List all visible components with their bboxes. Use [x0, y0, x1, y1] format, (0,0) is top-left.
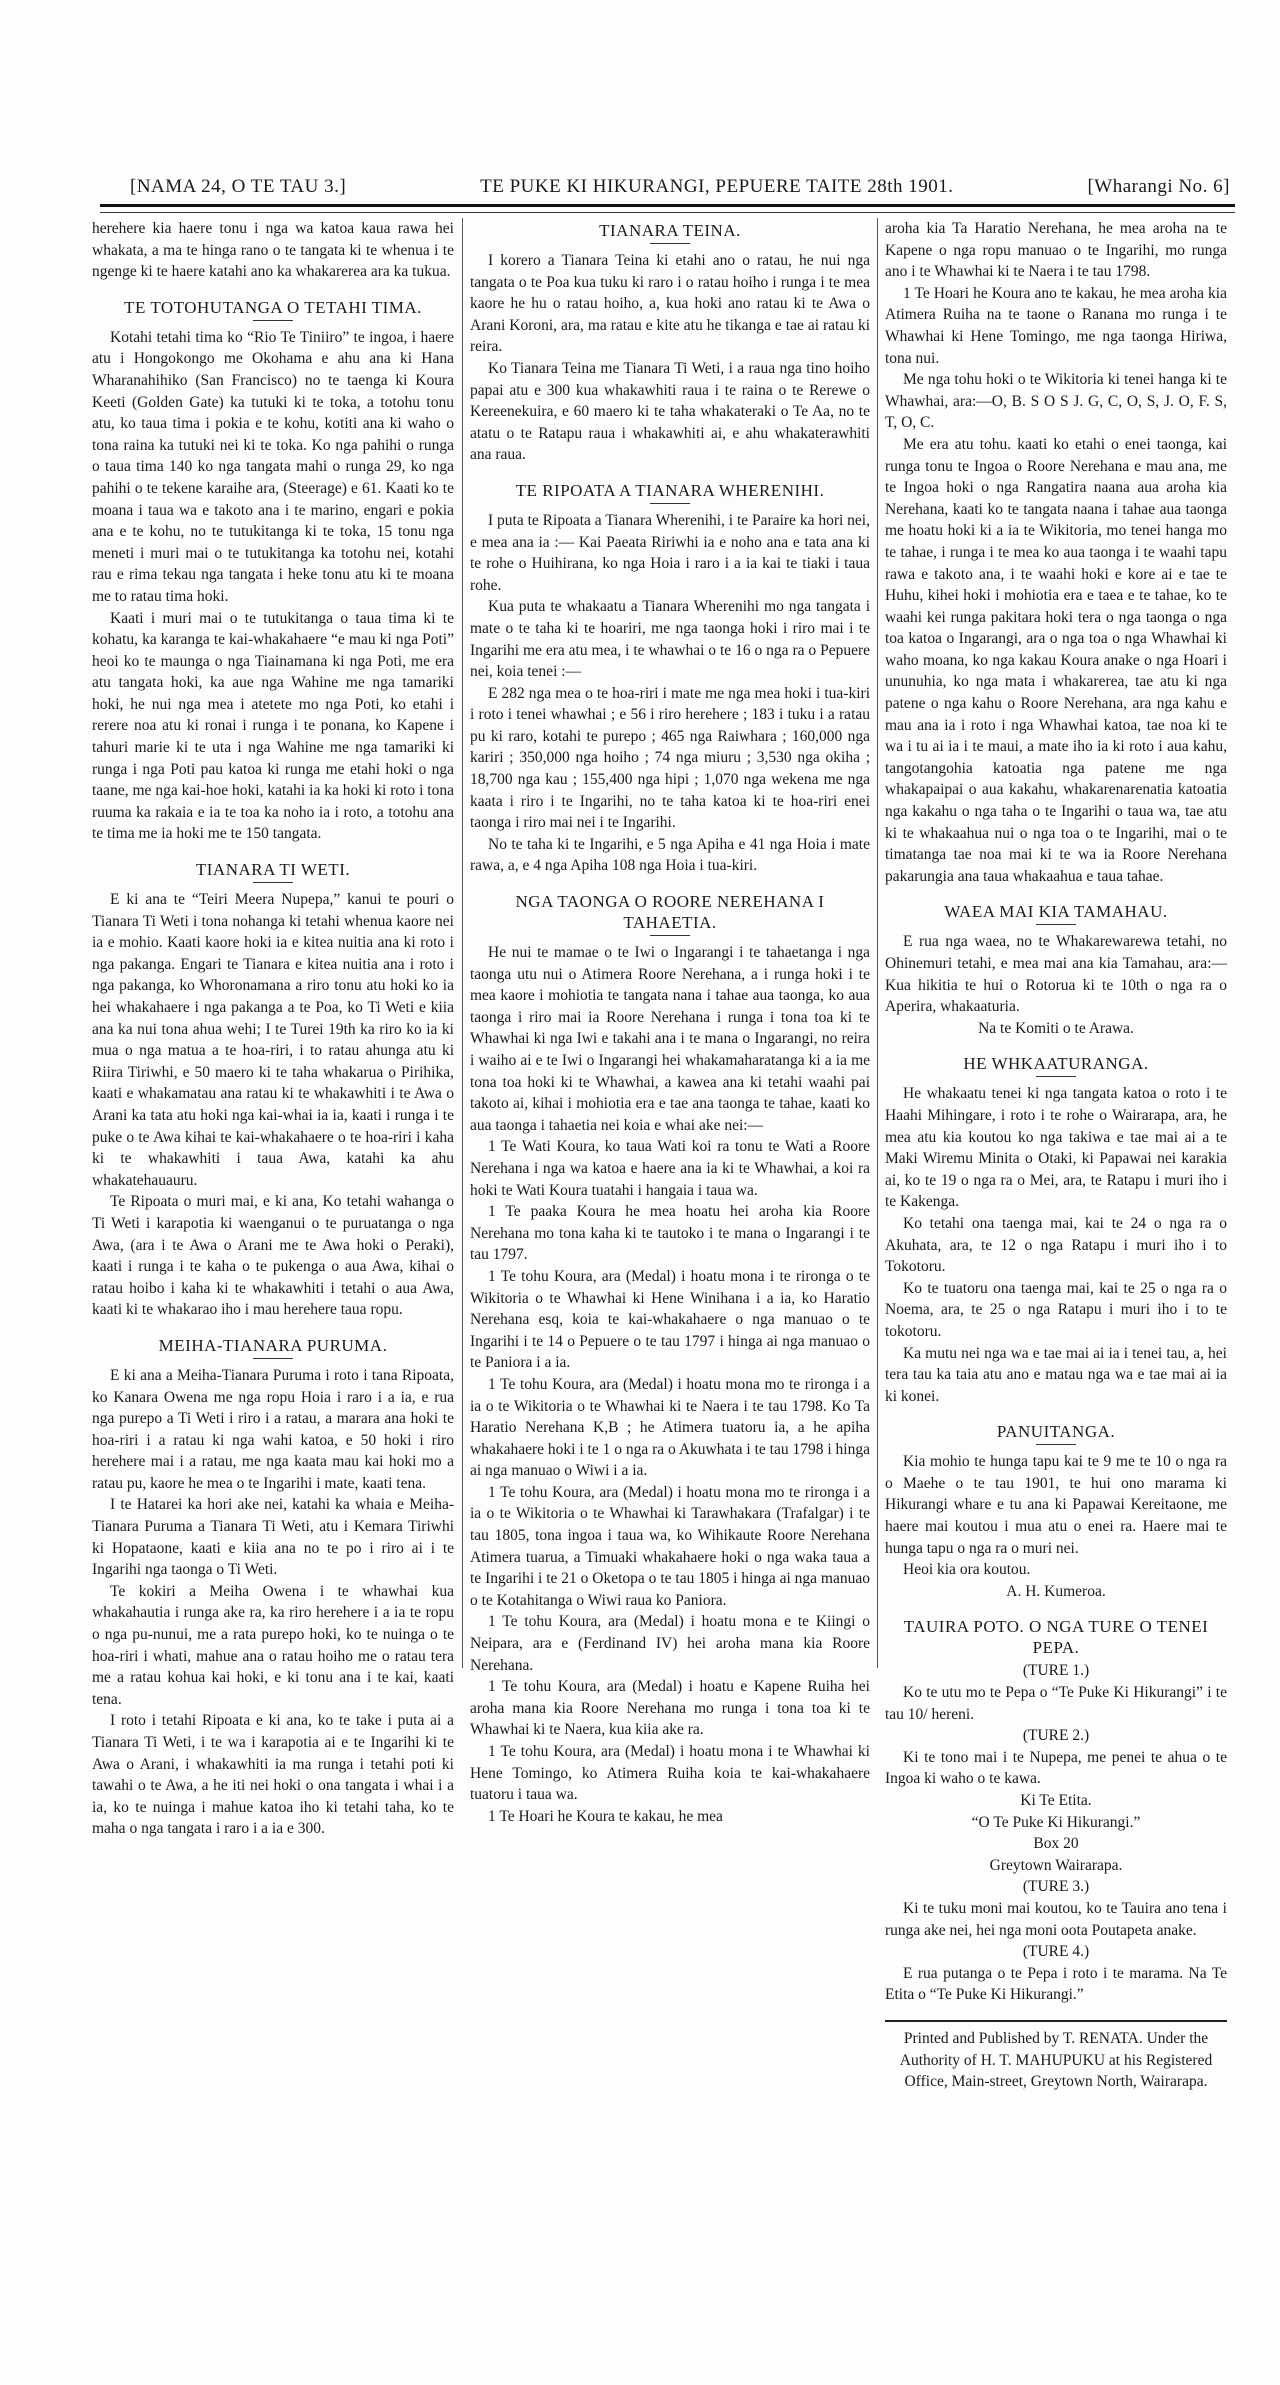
address-line: Greytown Wairarapa.: [989, 1856, 1123, 1874]
article-heading: NGA TAONGA O ROORE NEREHANA I TAHAETIA.: [515, 892, 825, 933]
article-continuation: herehere kia haere tonu i nga wa katoa kaua rawa hei whakata, a ma te hinga rano o te tangata ki te whenua i te ngenge ki te haere katahi ano ka whakarerea ara ka tukua.: [92, 220, 454, 281]
article-heading: TAUIRA POTO. O NGA TURE O TENEI PEPA.: [903, 1617, 1209, 1658]
paragraph: 1 Te tohu Koura, ara (Medal) i hoatu mona mo te rironga i a ia o te Wikitoria o te Whawhai ki Tarawhakara (Trafalgar) i te tau 1805, tona ingoa i taua wa, ko Wihikaute Roore Nerehana Atimera tuarua, a Timuaki whakahaere hoki o nga waka taua a te Ingarihi i te 21 o Oketopa o te tau 1805 i hinga ai nga manuao o te Kotahitanga o Wiwi raua ko Paniora.: [470, 1483, 870, 1609]
paragraph: He whakaatu tenei ki nga tangata katoa o roto i te Haahi Mihingare, i roto i te rohe o Wairarapa, ara, he mea atu kia koutou ko nga takiwa e tae mai ai a te Maki Wiremu Minita o Otaki, ki Papawai nei karakia ai, ko te 19 o nga ra o Mei, ara, te Ratapu i muri iho i te Kakenga.: [885, 1085, 1227, 1211]
header-rule-thin: [100, 212, 1235, 213]
paragraph: Ko te tuatoru ona taenga mai, kai te 25 o nga ra o Noema, ara, te 25 o nga Ratapu i muri iho i to te tokotoru.: [885, 1279, 1227, 1340]
paragraph: 1 Te tohu Koura, ara (Medal) i hoatu mona mo te rironga i a ia o te Wikitoria o te Whawhai ki te Naera i te tau 1798. Ko Ta Haratio Nerehana K,B ; he Atimera tuatoru ia, a he apiha whakahaere hoki i te 1 o nga ra o Akuwhata i te tau 1798 i hinga ai nga manuao o Wiwi i a ia.: [470, 1375, 870, 1480]
article-heading: HE WHKAATURANGA.: [963, 1054, 1149, 1074]
paragraph: Ko te utu mo te Pepa o “Te Puke Ki Hikurangi” i te tau 10/ hereni.: [885, 1684, 1227, 1723]
paragraph: 1 Te Wati Koura, ko taua Wati koi ra tonu te Wati a Roore Nerehana i nga wa katoa e haere ana ia ki te Whawhai, a koi ra hoki te Wati Koura tuatahi i hangaia i taua wa.: [470, 1138, 870, 1199]
rule-label: (TURE 4.): [1022, 1943, 1090, 1961]
paragraph: No te taha ki te Ingarihi, e 5 nga Apiha e 41 nga Hoia i mate rawa, a, e 4 nga Apiha 108 nga Hoia i tua-kiri.: [470, 835, 870, 875]
paragraph: Ka mutu nei nga wa e tae mai ai ia i tenei tau, a, hei tera tau ka taia atu ano e matau nga wa e tae mai ai ia ki konei.: [885, 1344, 1227, 1405]
paragraph: 1 Te tohu Koura, ara (Medal) i hoatu mona i te rironga o te Wikitoria o te Whawhai ki Hene Winihana i a ia, ko Haratio Nerehana esq, koia te kai-whakahaere o nga manuao o te Ingarihi i te 14 o Pepuere o te tau 1797 i hinga ai nga manuao o te Paniora i a ia.: [470, 1267, 870, 1372]
paragraph: E rua nga waea, no te Whakarewarewa tetahi, no Ohinemuri tetahi, e mea mai ana kia Tamahau, ara:—Kua hikitia te hui o Rotorua ki te 10th o nga ra o Aperira, whakaaturia.: [885, 933, 1227, 1016]
paragraph: 1 Te paaka Koura he mea hoatu hei aroha kia Roore Nerehana mo tona kaha ki te tautoko i te mana o Ingarangi i te tau 1797.: [470, 1203, 870, 1264]
paragraph: 1 Te tohu Koura, ara (Medal) i hoatu mona e te Kiingi o Neipara, ara e (Ferdinand IV) hei aroha mana kia Roore Nerehana.: [470, 1613, 870, 1674]
paragraph: Ko tetahi ona taenga mai, kai te 24 o nga ra o Akuhata, ara, te 12 o nga Ratapu i muri iho i to Tokotoru.: [885, 1214, 1227, 1276]
paragraph: aroha kia Ta Haratio Nerehana, he mea aroha na te Kapene o nga ropu manuao o te Ingarihi, mo runga ano i te Whawhai ki te Naera i te tau 1798.: [885, 220, 1227, 281]
paragraph: I korero a Tianara Teina ki etahi ano o ratau, he nui nga tangata o te Poa kua tuku ki raro i o ratau hoiho i runga i te mea kaore he hu o ratau hoiho, a, kua hoki ano ratau ki te Awa o Arani Koroni, ara, ma ratau e kite atu he tikanga e tae ai ratau ki reira.: [470, 252, 870, 356]
paragraph: 1 Te Hoari he Koura ano te kakau, he mea aroha kia Atimera Ruiha na te taone o Ranana mo runga i te Whawhai ki Hene Tomingo, me nga taonga Hiriwa, tona nui.: [885, 284, 1227, 367]
paragraph: He nui te mamae o te Iwi o Ingarangi i te tahaetanga i nga taonga utu nui o Atimera Roore Nerehana, a i runga hoki i te mea kaore i mohiotia te tangata nana i tahae aua taonga, ko aua taonga i riro mai ia Roore Nerehana i runga i tona toa ki te Whawhai ki nga Iwi e takahi ana i te mana o Ingarangi, no reira i waiho ai e te Iwi o Ingarangi hei whakamaharatanga ki a ia me tona toa hoki ki te Whawhai, a kawea ana ki tetahi waahi pai takoto ai, kihai i mohiotia era e tae ana taonga te tahae, kaati ko aua taonga i tahaetia nei koia e whai ake nei:—: [470, 944, 870, 1134]
article-heading: WAEA MAI KIA TAMAHAU.: [944, 902, 1168, 922]
paragraph: E 282 nga mea o te hoa-riri i mate me nga mea hoki i tua-kiri i roto i tenei whawhai ; e 56 i riro herehere ; 183 i tuku i a ratau pu ki raro, kotahi te purepo ; 465 nga Raiwhara ; 160,000 nga kariri ; 350,000 nga hoiho ; 74 nga miuru ; 3,530 nga okiha ; 18,700 nga kau ; 155,400 nga hipi ; 1,070 nga wekena me nga kaata i riro i te Ingarihi, no te taha katoa ki te hoa-riri enei taonga i riro mai nei i te Ingarihi.: [470, 684, 870, 832]
paragraph: Te kokiri a Meiha Owena i te whawhai kua whakahautia i runga ake ra, ka riro herehere i a ia te ropu o nga pu-nunui, me a rata purepo hoki, ko te nuinga o te hoa-riri i whati, mahue ana o ratau hoiho me o ratau tera me a ratau kohua kai hoki, e ki tonu ana i te kai, kaati tena.: [92, 1582, 454, 1708]
article-heading: TE RIPOATA A TIANARA WHERENIHI.: [515, 480, 825, 500]
article-heading: MEIHA-TIANARA PURUMA.: [158, 1335, 388, 1355]
paragraph: Me era atu tohu. kaati ko etahi o enei taonga, kai runga tonu te Ingoa o Roore Nerehana e mau ana, me te Ingoa hoki o nga Rangatira naana aua aroha kia Nerehana, kaati ko te tangata naana i tahae aua taonga me hoatu hoki ki a ia te Wikitoria, mo tenei hanga mo te tahae, i runga i te mea ko aua taonga i te waahi tapu rawa e takoto ana, i te waahi hoki e kore ai e tae te Huhu, kihei hoki i mohiotia era e taea e te tahae, ko te waahi kei runga pakitara hoki tera o nga taonga o nga toa katoa o Ingarangi, ara o nga toa o nga Whawhai ki waho moana, ko nga kakau Koura anake o nga Hoari i ununuhia, ko nga mata i whakarerea, tae atu ki nga patene o nga kahu o Roore Nerehana, ara nga kahu e mau ana ia i roto i nga Whawhai katoa, tae noa ki te wa i tu ai ia i te maui, a mate iho ia ki roto i aua kahu, tangotangohia katoatia nga patene me nga whakapaipai o aua kakahu, whakarenarenatia katoatia nga kakahu o nga taha o te Ingarihi o taua wa, tae atu ki te whakaahua nui o nga toa o te Ingarihi, mai o te timatanga tae noa mai ki te wa ia Roore Nerehana pakarungia ana taua whakaahua e taua tahae.: [885, 435, 1227, 885]
rule-label: (TURE 2.): [1022, 1727, 1090, 1745]
paragraph: Kotahi tetahi tima ko “Rio Te Tiniiro” te ingoa, i haere atu i Hongokongo me Okohama e ahu ana ki Hana Wharanahihiko (San Francisco) no te taenga ki Koura Keeti (Golden Gate) ka tutuki ki te toka, a totohu tonu atu, ko taua tima i pokia e te kohu, kotiti ana ki waho o tona raina ka tutuki nei ki te toka. Ko nga pahihi o runga o taua tima 140 ko nga tangata mahi o runga 29, ko nga pahihi o te tekene karaihe ara, (Steerage) e 61. Kaati ko te moana i taua wa e takoto ana i te marino, engari e pokia ana e te kohu, no te tutukitanga ki te toka, 15 tonu nga meneti i muri mai o te tutukitanga ka totohu nei, kotahi rau e rima tekau nga tangata i heke tonu atu ki te moana me to ratau tima hoki.: [92, 328, 454, 605]
paragraph: E ki ana a Meiha-Tianara Puruma i roto i tana Ripoata, ko Kanara Owena me nga ropu Hoia i raro i a ia, e rua nga purepo a Ti Weti i riro i a ratau, a marara ana hoki te hoa-riri i a ratau ki nga wahi katoa, e 50 hoki i riro herehere mai i a ratau, me nga kaata mau kai hoki mo a ratau pu, kaore he mea o te Ingarihi i mate, kaati tena.: [92, 1366, 454, 1492]
paragraph: I roto i tetahi Ripoata e ki ana, ko te take i puta ai a Tianara Ti Weti, i te wa i karapotia ai e te Ingarihi ki te Awa o Arani, i whakawhiti ia ma runga i tetahi poti ki tawahi o te Awa, a he iti nei hoki o ona tangata i whai i a ia, ko te nuinga i mahue katoa iho ki tetahi taha, ko te maha o nga tangata i raro i a ia e 300.: [92, 1712, 454, 1838]
article-heading: TE TOTOHUTANGA O TETAHI TIMA.: [124, 297, 422, 317]
article-heading: TIANARA TEINA.: [599, 221, 741, 240]
column-divider: [462, 218, 463, 1668]
paragraph: 1 Te Hoari he Koura te kakau, he mea: [488, 1807, 723, 1825]
rule-label: (TURE 3.): [1022, 1878, 1090, 1896]
page-header: [130, 176, 1230, 198]
imprint: Printed and Published by T. RENATA. Under the Authority of H. T. MAHUPUKU at his Registered Office, Main-street, Greytown North, Wairarapa.: [899, 2029, 1213, 2091]
column-1: [92, 218, 454, 1840]
paragraph: Kua puta te whakaatu a Tianara Wherenihi mo nga tangata i mate o te taha ki te hoariri, me nga taonga hoki i riro mai i te Ingarihi me era atu mea, i te whawhai o te 16 o nga ra o Pepuere nei, koia tenei :—: [470, 598, 870, 681]
address-line: Ki Te Etita.: [1020, 1792, 1092, 1809]
address-line: Box 20: [1033, 1835, 1079, 1853]
header-rule: [100, 204, 1235, 207]
column-3: [885, 218, 1227, 2093]
issue-number: [NAMA 24, O TE TAU 3.]: [130, 176, 347, 197]
paragraph: Te Ripoata o muri mai, e ki ana, Ko tetahi wahanga o Ti Weti i karapotia ki waenganui o te puruatanga o nga Awa, (ara i te Awa o Arani me te Awa hoki o Peraki), kaati i runga i te kaha o te pukenga o aua Awa, kihai o ratau hoibo i kaha ki te whakawhiti i tetahi o aua Awa, kaati ki te whakarao iho i mau herehere taua ropu.: [92, 1193, 454, 1319]
paragraph: E rua putanga o te Pepa i roto i te marama. Na Te Etita o “Te Puke Ki Hikurangi.”: [885, 1964, 1227, 2004]
paragraph: Me nga tohu hoki o te Wikitoria ki tenei hanga ki te Whawhai, ara:—O, B. S O S J. G, C, O, S, J. O, F. S, T, O, C.: [885, 371, 1227, 432]
column-divider: [877, 218, 878, 1668]
paragraph: Ki te tono mai i te Nupepa, me penei te ahua o te Ingoa ki waho o te kawa.: [885, 1748, 1227, 1788]
paragraph: I te Hatarei ka hori ake nei, katahi ka whaia e Meiha-Tianara Puruma a Tianara Ti Weti, atu i Kemara Tiriwhi ki Hopataone, kaati e kiia ana no te po i riro ai i te Ingarihi nga taonga o Ti Weti.: [92, 1496, 454, 1579]
masthead-title: TE PUKE KI HIKURANGI, PEPUERE TAITE 28th 1901.: [480, 176, 954, 197]
address-line: “O Te Puke Ki Hikurangi.”: [971, 1813, 1141, 1831]
signature: A. H. Kumeroa.: [1006, 1582, 1106, 1600]
article-heading: PANUITANGA.: [996, 1422, 1116, 1442]
paragraph: Kia mohio te hunga tapu kai te 9 me te 10 o nga ra o Maehe o te tau 1901, te hui ono marama ki Hikurangi whare e tu ana ki Papawai Kereitaone, me haere mai koutou i mua atu o enei ra. Haere mai te hunga tapu o nga ra o muri nei.: [885, 1453, 1227, 1557]
imprint-divider: [885, 2020, 1227, 2093]
column-2: [470, 218, 870, 1827]
paragraph: I puta te Ripoata a Tianara Wherenihi, i te Paraire ka hori nei, e mea ana ia :— Kai Paeata Ririwhi ia e noho ana e tata ana ki te rohe o Huihirana, ko nga Hoia i raro i a ia kai te tiaki i taua rohe.: [470, 511, 870, 594]
rule-label: (TURE 1.): [1022, 1662, 1090, 1680]
paragraph: Ki te tuku moni mai koutou, ko te Tauira ano tena i runga ake nei, hei nga moni oota Poutapeta anake.: [885, 1899, 1227, 1939]
paragraph: Ko Tianara Teina me Tianara Ti Weti, i a raua nga tino hoiho papai atu e 300 kua whakawhiti raua i te raina o te Rerewe o Kereenekuira, e 60 maero ki te taha whakateraki o Te Aa, no te atatu o te Ratapu raua i whakawhiti ai, e ahu whakaterawhiti ana raua.: [470, 359, 870, 464]
paragraph: Heoi kia ora koutou.: [903, 1561, 1031, 1579]
article-heading: TIANARA TI WETI.: [195, 860, 351, 880]
signature: Na te Komiti o te Arawa.: [978, 1019, 1134, 1037]
paragraph: 1 Te tohu Koura, ara (Medal) i hoatu e Kapene Ruiha hei aroha mana kia Roore Nerehana mo runga i tona toa ki te Whawhai ki te Naera, kua kiia ake ra.: [470, 1678, 870, 1739]
paragraph: 1 Te tohu Koura, ara (Medal) i hoatu mona i te Whawhai ki Hene Tomingo, ko Atimera Ruiha koia te kai-whakahaere tuatoru i taua wa.: [470, 1743, 870, 1804]
paragraph: E ki ana te “Teiri Meera Nupepa,” kanui te pouri o Tianara Ti Weti i tona nohanga ki tetahi whenua kaore nei ia e mohio. Kaati kaore hoki ia e kitea nuitia ana ki roto i nga pakanga. Engari te Tianara e kitea nuitia ana i roto i nga pakanga, ko Whoronamana a riro tonu atu hoki ko ia hei whakahaere i nga pakanga a te Poa, ko Ti Weti e kiia ana ka nui tona ahua wehi; I te Turei 19th ka riro ko ia ki mua o nga matua a te hoa-riri, i to ratau ahunga atu ki Riira Tiriwhi, e 50 maero ki te taha whakarua o Pirihika, kaati e whakamatau ana ratau ki te whakawhiti i te Awa o Arani ka tata atu hoki nga kai-whai ia ia, kaati i runga i te puke o te Awa kihai te kai-whakahaere o te hoa-riri i kaha ki te whakawhiti i taua Awa, katahi ka ahu whakatehauauru.: [92, 891, 454, 1189]
paragraph: Kaati i muri mai o te tutukitanga o taua tima ki te kohatu, ka karanga te kai-whakahaere “e mau ki nga Poti” heoi ko te maunga o nga Tiainamana ki nga Poti, me era atu tangata hoki, ka aue nga Wahine me nga tamariki hoki, he nui nga mea i atetete mo nga Poti, ko etahi i rerere noa atu ki ronai i runga i te ponana, ko Kapene i tahuri marie ki te uta i nga Wahine me nga tamariki ki runga i nga Poti pau katoa ki runga me etahi hoki o nga taane, me nga kai-hoe hoki, katahi ia ka hoki ki roto i tona ruuma ka rakaia e ia te toa ka noho ia i roto, a totohu ana te tima me ia hoki me te 150 tangata.: [92, 609, 454, 843]
page-number: [Wharangi No. 6]: [1087, 176, 1230, 197]
